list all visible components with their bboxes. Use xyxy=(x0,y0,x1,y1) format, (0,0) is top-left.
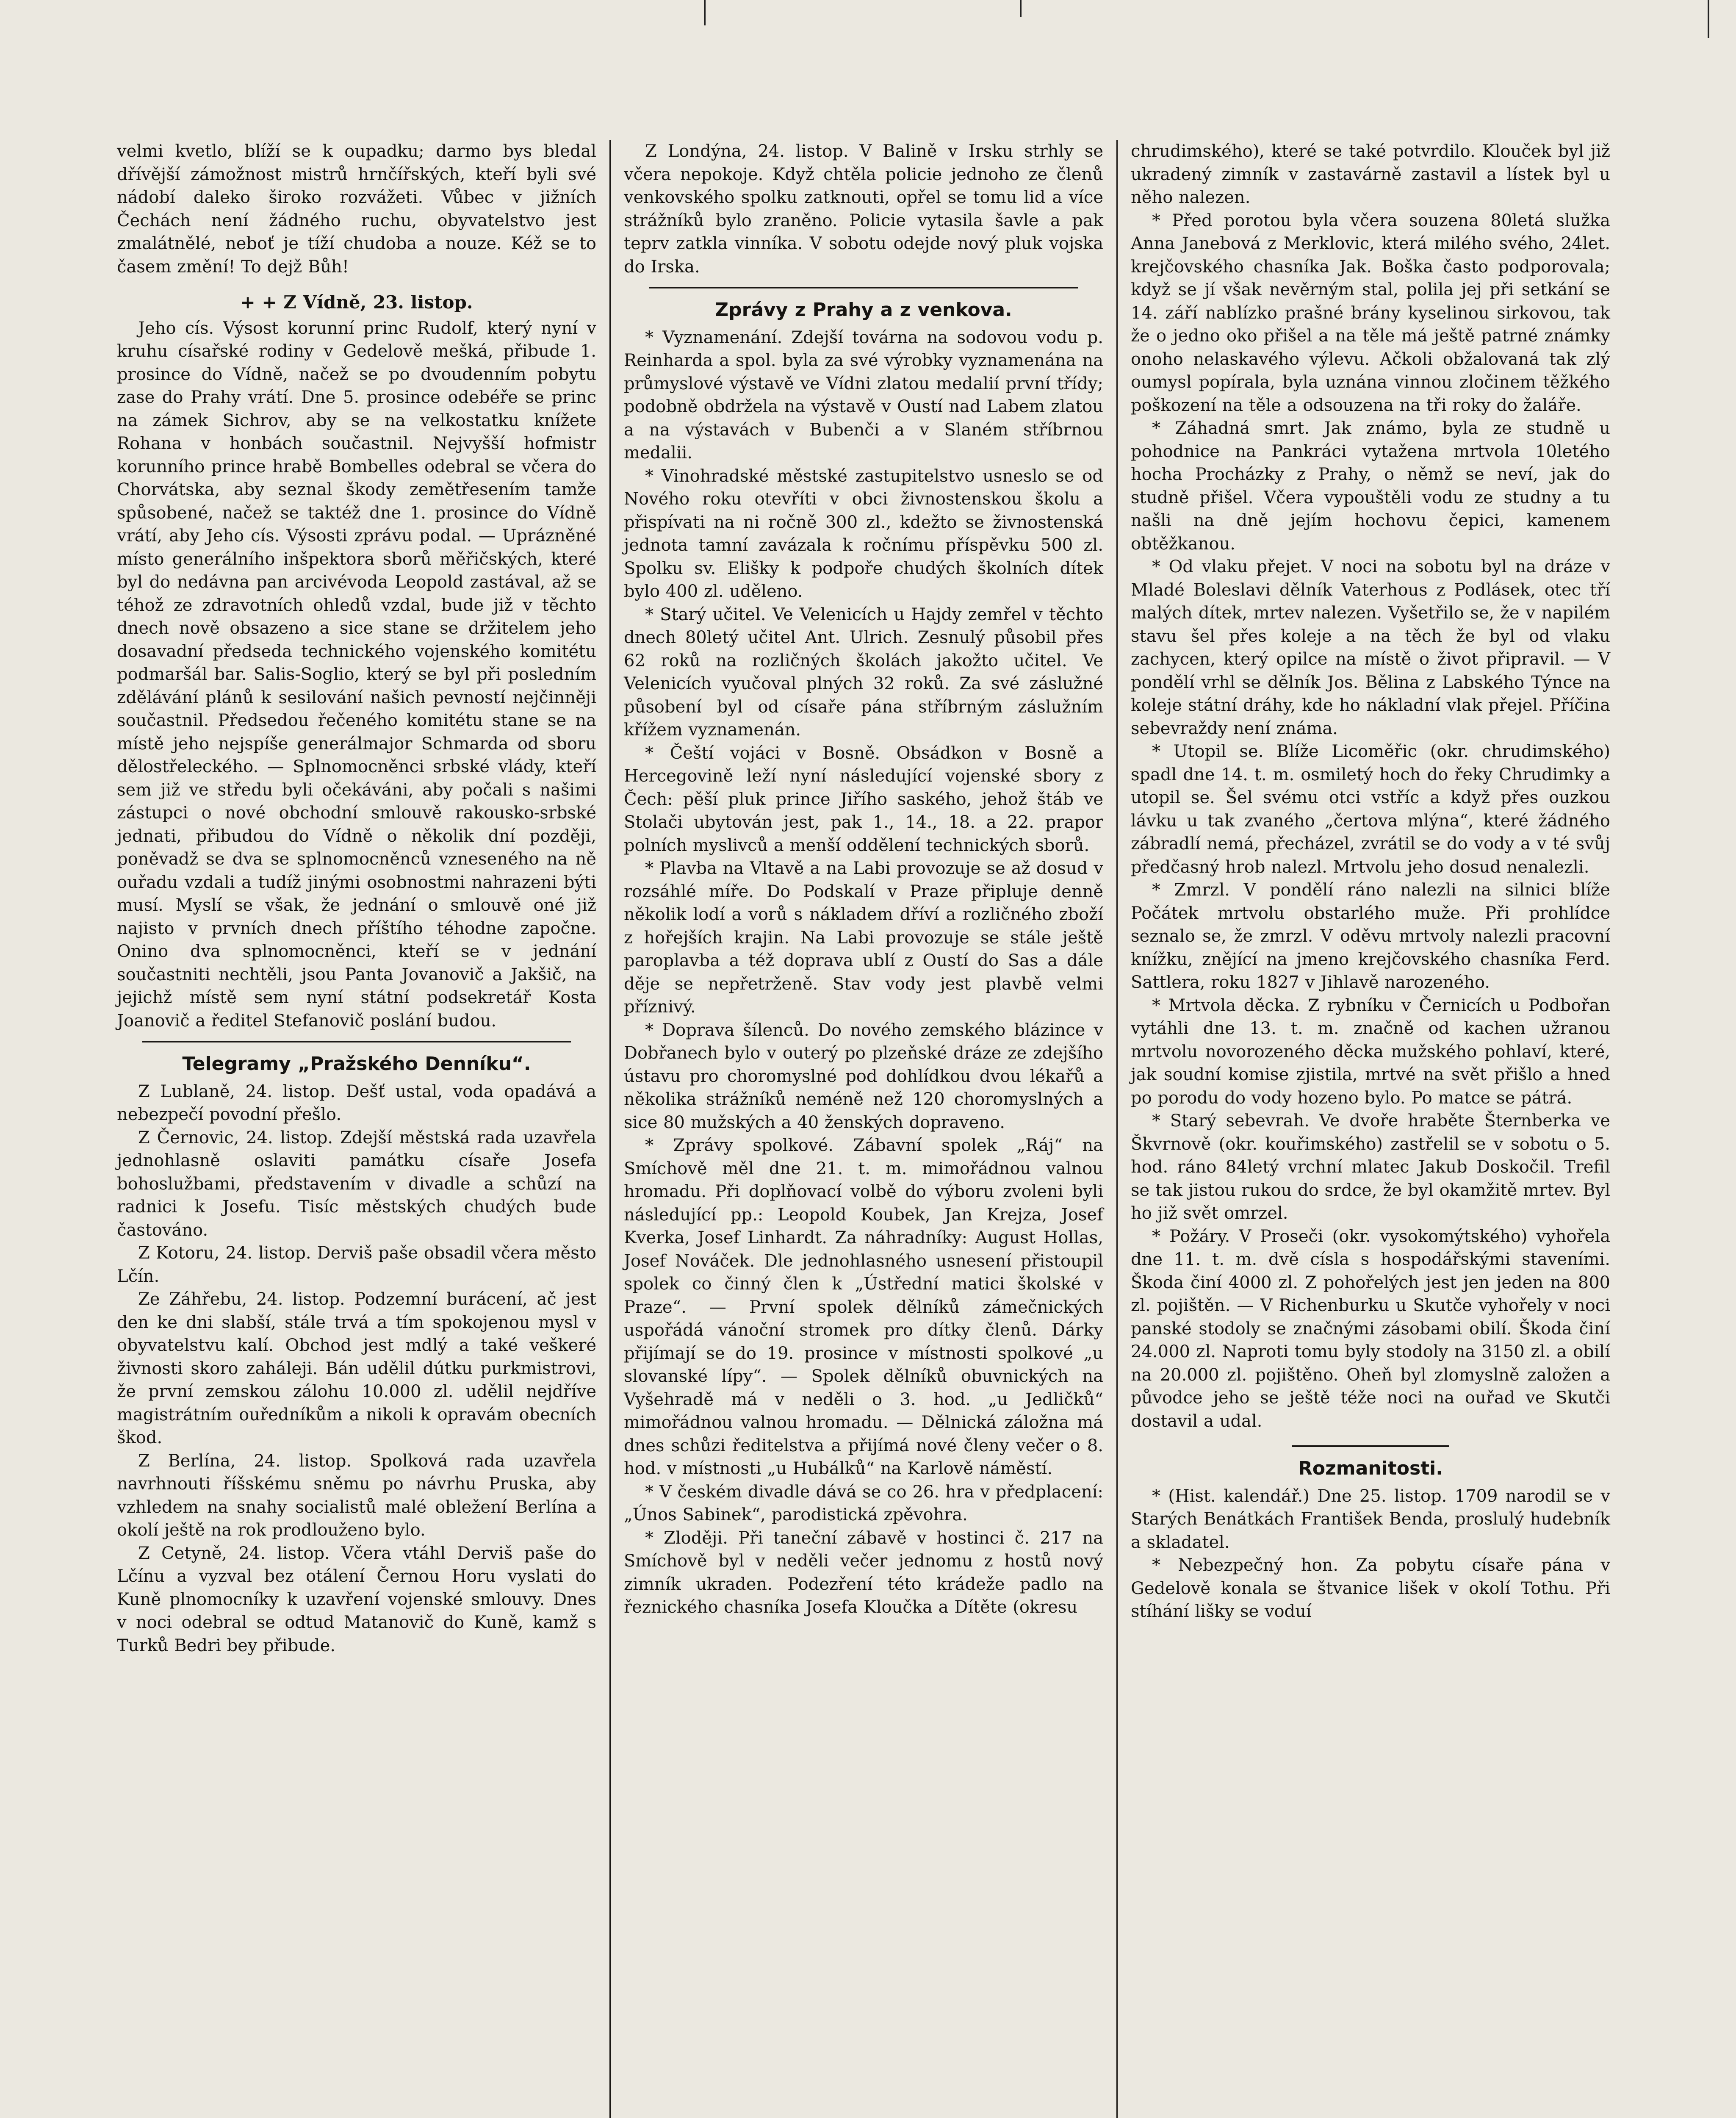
column-1 xyxy=(106,140,607,2118)
news-item: * Plavba na Vltavě a na Labi provozuje se až dosud v rozsáhlé míře. Do Podskalí v Praze připluje denně několik lodí a vorů s nákladem dříví a rozličného zboží z hořejších krajin. Na Labi provozuje se stále ještě paroplavba a též doprava ublí z Oustí do Sas a dále děje se nepřetrženě. Stav vody jest plavbě velmi příznivý. xyxy=(624,859,1103,1017)
column-2 xyxy=(613,140,1114,2118)
telegram-item: Z Berlína, 24. listop. Spolková rada uzavřela navrhnouti říšskému sněmu po návrhu Pruska, aby vzhledem na snahy socialistů malé obležení Berlína a okolí ještě na rok prodlouženo bylo. xyxy=(117,1451,596,1540)
telegram-item: Z Cetyně, 24. listop. Včera vtáhl Derviš paše do Lčínu a vyzval bez otálení Černou Horu vyslati do Kuně plnomocníky k uzavření vojenské smlouvy. Dnes v noci odebral se odtud Matanovič do Kuně, kamž s Turků Bedri bey přibude. xyxy=(117,1543,596,1655)
news-item: * Vyznamenání. Zdejší továrna na sodovou vodu p. Reinharda a spol. byla za své výrobky vyznamenána na průmyslové výstavě ve Vídni zlatou medalií první třídy; podobně obdržela na výstavě v Oustí nad Labem zlatou a na výstavách v Bubenči a v Slaném stříbrnou medalii. xyxy=(624,327,1103,463)
news-item: * Záhadná smrt. Jak známo, byla ze studně u pohodnice na Pankráci vytažena mrtvola 10letého hocha Procházky z Prahy, o němž se neví, jak do studně přišel. Včera vypouštěli vodu ze studny a tu našli na dně jejím hochovu čepici, kamenem obtěžkanou. xyxy=(1131,419,1610,554)
telegrams-heading: Telegramy „Pražského Denníku“. xyxy=(182,1053,531,1075)
miscellany-item: * (Hist. kalendář.) Dne 25. listop. 1709 narodil se v Starých Benátkách František Benda, proslulý hudebník a skladatel. xyxy=(1131,1486,1610,1552)
news-item: * Starý sebevrah. Ve dvoře hraběte Šternberka ve Škvrnově (okr. kouřimského) zastřelil se v sobotu o 5. hod. ráno 84letý vrchní mlatec Jakub Doskočil. Trefil se tak jistou rukou do srdce, že byl okamžitě mrtev. Byl ho již svět omrzel. xyxy=(1131,1111,1610,1223)
news-item: * Zloději. Při taneční zábavě v hostinci č. 217 na Smíchově byl v neděli večer jednomu z hostů nový zimník ukraden. Podezření této krádeže padlo na řeznického chasníka Josefa Kloučka a Dítěte (okresu xyxy=(624,1528,1103,1617)
telegram-item: Z Černovic, 24. listop. Zdejší městská rada uzavřela jednohlasně oslaviti památku císaře Josefa bohoslužbami, představením v divadle a schůzí na radnici k Josefu. Tisíc městských chudých bude častováno. xyxy=(117,1128,596,1240)
news-item: * Zprávy spolkové. Zábavní spolek „Ráj“ na Smíchově měl dne 21. t. m. mimořádnou valnou hromadu. Při doplňovací volbě do výboru zvoleni byli následující pp.: Leopold Koubek, Jan Krejza, Josef Kverka, Josef Linhardt. Za náhradníky: August Hollas, Josef Nováček. Dle jednohlasného usnesení přistoupil spolek co činný člen k „Ústřední matici školské v Praze“. — První spolek dělníků zámečnických uspořádá vánoční stromek pro dítky členů. Dárky přijímají se do 19. prosince v místnosti spolkové „u slovanské lípy“. — Spolek dělníků obuvnických na Vyšehradě má v neděli o 3. hod. „u Jedličků“ mimořádnou valnou hromadu. — Dělnická záložna má dnes schůzi ředitelstva a přijímá nové členy večer o 8. hod. v místnosti „u Hubálků“ na Karlově náměstí. xyxy=(624,1136,1103,1478)
newspaper-page xyxy=(106,140,1673,2118)
miscellany-heading: Rozmanitosti. xyxy=(1298,1458,1443,1479)
news-item: * Mrtvola děcka. Z rybníku v Černicích u Podbořan vytáhli dne 13. t. m. značně od kachen užranou mrtvolu novorozeného děcka mužského pohlaví, které, jak soudní komise zjistila, mrtvé na svět přišlo a hned po porodu do vody hozeno bylo. Po matce se pátrá. xyxy=(1131,995,1610,1108)
dateline-vienna: + + Z Vídně, 23. listop. xyxy=(240,292,473,313)
news-item: * Starý učitel. Ve Velenicích u Hajdy zemřel v těchto dnech 80letý učitel Ant. Ulrich. Zesnulý působil přes 62 roků na rozličných školách jakožto učitel. Ve Velenicích vyučoval plných 32 roků. Za své záslužné působení byl od císaře pána stříbrným záslužním křížem vyznamenán. xyxy=(624,604,1103,740)
section-divider xyxy=(649,287,1078,288)
telegram-item: Ze Záhřebu, 24. listop. Podzemní burácení, ač jest den ke dni slabší, stále trvá a tím spokojenou mysl v obyvatelstvu kalí. Obchod jest mdlý a také veškeré živnosti skoro zaháleji. Bán udělil dútku purkmistrovi, že první zemskou zálohu 10.000 zl. udělil nejdříve magistrátním ouředníkům a nikoli k opravám obecních škod. xyxy=(117,1289,596,1447)
local-news-heading: Zprávy z Prahy a z venkova. xyxy=(715,299,1012,321)
article-continuation: chrudimského), které se také potvrdilo. Klouček byl již ukradený zimník v zastavárně zastavil a lístek byl u něho nalezen. xyxy=(1131,141,1610,207)
margin-mark xyxy=(1020,0,1022,17)
news-item: * Požáry. V Proseči (okr. vysokomýtského) vyhořela dne 11. t. m. dvě císla s hospodářskými staveními. Škoda činí 4000 zl. Z pohořelých jest jen jeden na 800 zl. pojištěn. — V Richenburku u Skutče vyhořely v noci panské stodoly se značnými zásobami obilí. Škoda činí 24.000 zl. Naproti tomu byly stodoly na 3150 zl. a obilí na 20.000 zl. pojištěno. Oheň byl zlomyslně založen a původce jeho se ještě téže noci na ouřad ve Skutči dostavil a udal. xyxy=(1131,1226,1610,1431)
article-continuation: velmi kvetlo, blíží se k oupadku; darmo bys bledal dřívější zámožnost mistrů hrnčířských, kteří byli své nádobí daleko široko rozvážeti. Vůbec v jižních Čechách není žádného ruchu, obyvatelstvo jest zmalátnělé, neboť je tíží chudoba a nouze. Kéž se to časem změní! To dejž Bůh! xyxy=(117,141,596,277)
news-item: * Čeští vojáci v Bosně. Obsádkon v Bosně a Hercegovině leží nyní následující vojenské sbory z Čech: pěší pluk prince Jiřího saského, jehož štáb ve Stolači ubytován jest, pak 1., 14., 18. a 22. prapor polních myslivců a menší oddělení technických sborů. xyxy=(624,743,1103,855)
news-item: * Zmrzl. V pondělí ráno nalezli na silnici blíže Počátek mrtvolu obstarlého muže. Při prohlídce seznalo se, že zmrzl. V oděvu mrtvoly nalezli pracovní knížku, znějící na jmeno krejčovského chasníka Ferd. Sattlera, roku 1827 v Jihlavě narozeného. xyxy=(1131,880,1610,992)
column-rule xyxy=(1116,140,1118,2118)
margin-mark xyxy=(1708,0,1709,38)
miscellany-item: * Nebezpečný hon. Za pobytu císaře pána v Gedelově konala se štvanice lišek v okolí Tothu. Při stíhání lišky se voduí xyxy=(1131,1555,1610,1621)
article-london: Z Londýna, 24. listop. V Balině v Irsku strhly se včera nepokoje. Když chtěla policie jednoho ze členů venkovského spolku zatknouti, opřel se tomu lid a více strážníků bylo zraněno. Policie vytasila šavle a pak teprv zatkla vinníka. V sobotu odejde nový pluk vojska do Irska. xyxy=(624,141,1103,277)
column-3 xyxy=(1120,140,1621,2118)
news-item: * Vinohradské městské zastupitelstvo usneslo se od Nového roku otevříti v obci živnostenskou školu a přispívati na ni ročně 300 zl., kdežto se živnostenská jednota tamní zavázala k ročnímu příspěvku 500 zl. Spolku sv. Elišky k podpoře chudých školních dítek bylo 400 zl. uděleno. xyxy=(624,466,1103,601)
news-item: * Doprava šílenců. Do nového zemského blázince v Dobřanech bylo v outerý po plzeňské dráze ze zdejšího ústavu pro choromyslné pod dohlídkou dvou lékařů a několika strážníků neméně než 120 choromyslných a sice 80 mužských a 40 ženských dopraveno. xyxy=(624,1020,1103,1132)
section-divider xyxy=(142,1041,571,1042)
page-top-margin xyxy=(0,0,1736,136)
article-vienna: Jeho cís. Výsost korunní princ Rudolf, který nyní v kruhu císařské rodiny v Gedelově mešká, přibude 1. prosince do Vídně, načež se po dvoudenním pobytu zase do Prahy vrátí. Dne 5. prosince odebéře se princ na zámek Sichrov, aby se na velkostatku knížete Rohana v honbách součastnil. Nejvyšší hofmistr korunního prince hrabě Bombelles odebral se včera do Chorvátska, aby seznal škody zemětřesením tamže spůsobené, načež se taktéž dne 1. prosince do Vídně vrátí, aby Jeho cís. Výsosti zprávu podal. — Uprázněné místo generálního inšpektora sborů měřičských, které byl do nedávna pan arcivévoda Leopold zastával, až se téhož ze zdravotních ohledů vzdal, bude již v těchto dnech nově obsazeno a sice stane se držitelem jeho dosavadní předseda technického vojenského komitétu podmaršál bar. Salis-Soglio, který se byl při posledním zdělávání plánů k sesilování našich pevností nejčinněji součastnil. Předsedou řečeného komitétu stane se na místě jeho nejspíše generálmajor Schmarda od sboru dělostřeleckého. — Splnomocněnci srbské vlády, kteří sem již ve středu byli očekáváni, aby počali s našimi zástupci o nové obchodní smlouvě rakousko-srbské jednati, přibudou do Vídně o několik dní později, poněvadž se dva se splnomocněnců vzneseného na ně ouřadu vzdali a tudíž jinými osobnostmi nahrazeni býti musí. Myslí se však, že jednání o smlouvě oné již najisto v prvních dnech příštího téhodne započne. Onino dva splnomocněnci, kteří se v jednání součastniti nechtěli, jsou Panta Jovanovič a Jakšič, na jejichž místě sem nyní státní podsekretář Kosta Joanovič a ředitel Stefanovič poslání budou. xyxy=(117,318,596,1031)
news-item: * Utopil se. Blíže Licoměřic (okr. chrudimského) spadl dne 14. t. m. osmiletý hoch do řeky Chrudimky a utopil se. Šel svému otci vstříc a když přes ouzkou lávku u tak zvaného „čertova mlýna“, které žádného zábradlí nemá, přecházel, zvrátil se do vody a v té svůj předčasný hrob nalezl. Mrtvolu jeho dosud nenalezli. xyxy=(1131,742,1610,877)
news-item: * Od vlaku přejet. V noci na sobotu byl na dráze v Mladé Boleslavi dělník Vaterhous z Podlásek, otec tří malých dítek, mrtev nalezen. Vyšetřilo se, že v napilém stavu šel přes koleje a na těch že byl od vlaku zachycen, který opilce na místě o život připravil. — V pondělí vrhl se dělník Jos. Bělina z Labského Týnce na koleje státní dráhy, kde ho nákladní vlak přejel. Příčina sebevraždy není známa. xyxy=(1131,557,1610,738)
news-item: * V českém divadle dává se co 26. hra v předplacení: „Únos Sabinek“, parodistická zpěvohra. xyxy=(624,1482,1103,1525)
news-item: * Před porotou byla včera souzena 80letá služka Anna Janebová z Merklovic, která milého svého, 24let. krejčovského chasníka Jak. Boška často podporovala; když se jí však nevěrným stal, polila jej při setkání se 14. září nablízko prašné brány kyselinou sirkovou, tak že o jedno oko přišel a na těle má ještě patrné známky onoho nelaskavého výlevu. Ačkoli obžalovaná tak zlý oumysl popírala, byla uznána vinnou zločinem těžkého poškození na těle a odsouzena na tři roky do žaláře. xyxy=(1131,211,1610,415)
section-divider xyxy=(1292,1445,1449,1447)
column-rule xyxy=(609,140,611,2118)
margin-mark xyxy=(704,0,706,25)
telegram-item: Z Lublaně, 24. listop. Dešť ustal, voda opadává a nebezpečí povodní přešlo. xyxy=(117,1081,596,1124)
telegram-item: Z Kotoru, 24. listop. Derviš paše obsadil včera město Lčín. xyxy=(117,1243,596,1286)
